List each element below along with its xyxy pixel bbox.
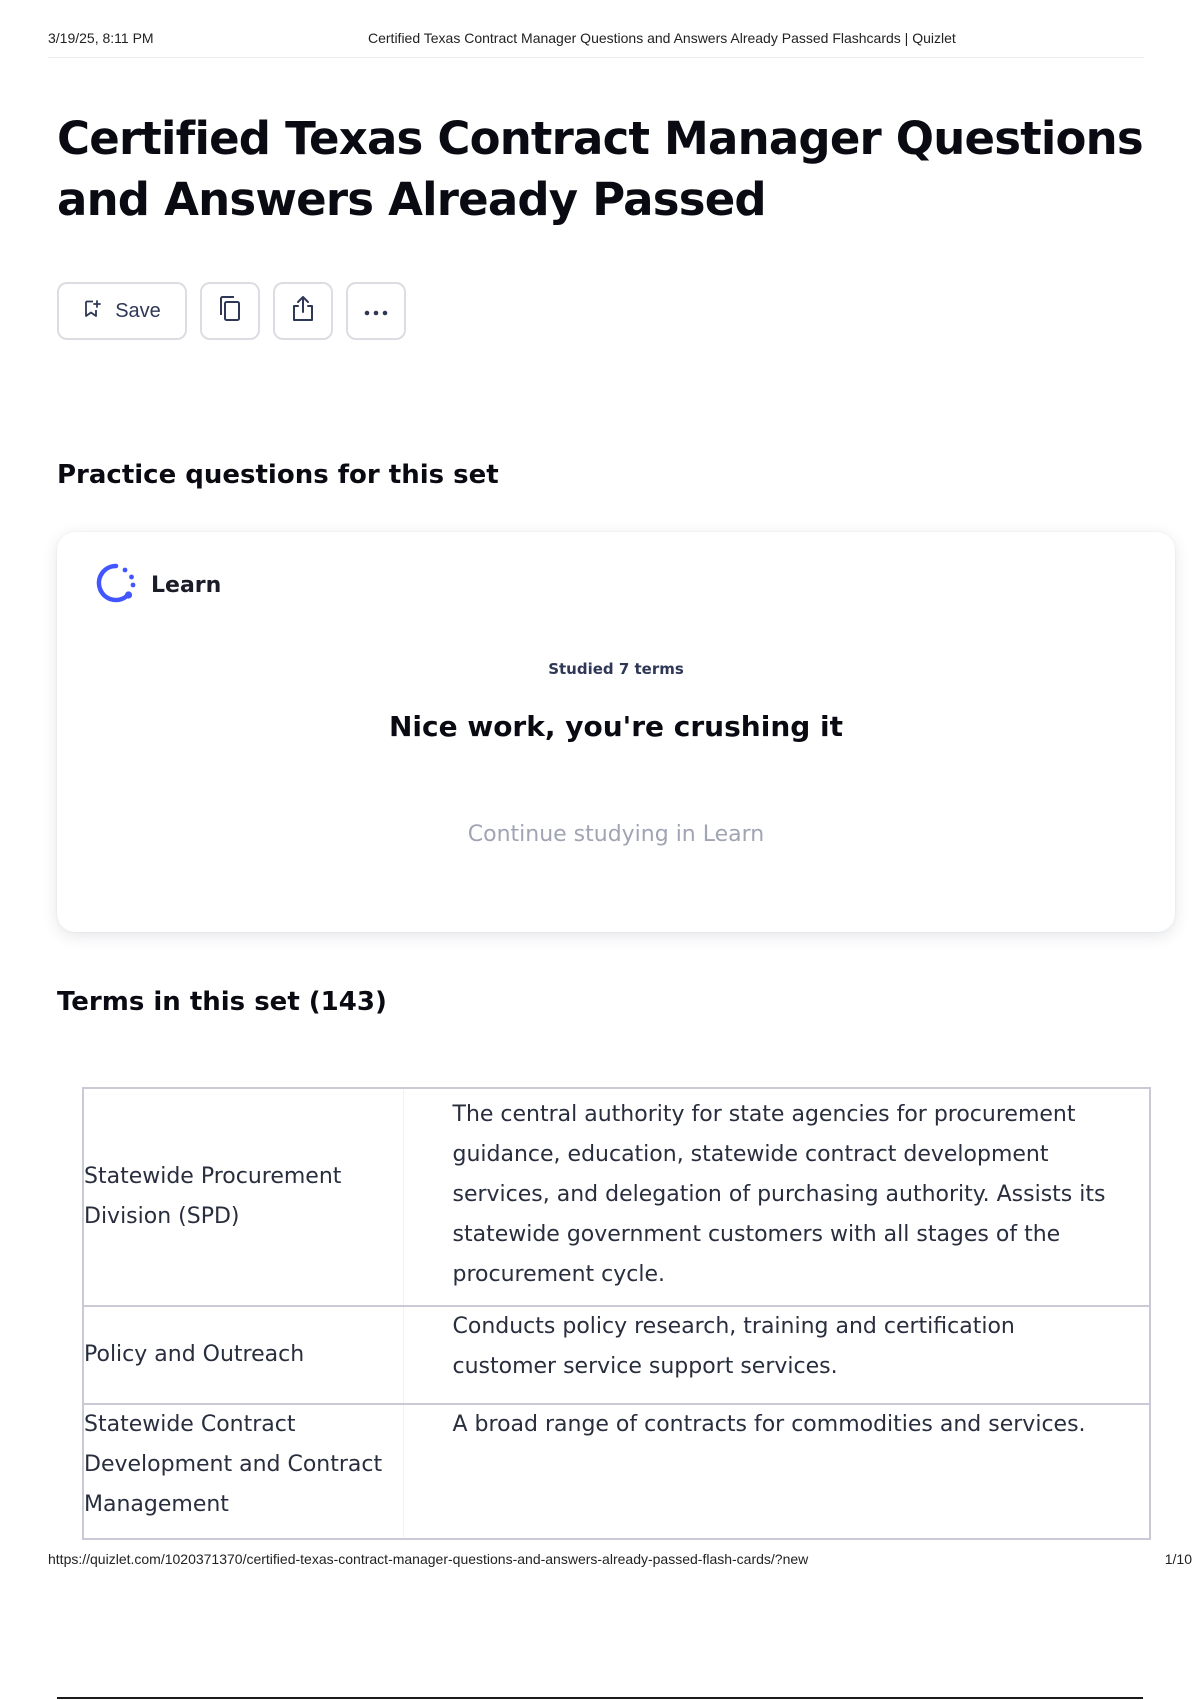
print-document-title: Certified Texas Contract Manager Questions and Answers Already Passed Flashcards | Quizlet (368, 30, 956, 46)
share-icon (290, 295, 316, 327)
print-datetime: 3/19/25, 8:11 PM (48, 30, 154, 46)
learn-progress-icon (95, 562, 137, 608)
more-options-button[interactable] (346, 282, 406, 340)
page-url: https://quizlet.com/1020371370/certified-texas-contract-manager-questions-and-answers-already-passed-flash-cards/?new (48, 1551, 809, 1567)
learn-card (57, 532, 1175, 932)
term-cell: Policy and Outreach (83, 1306, 403, 1404)
term-row (83, 1088, 1150, 1306)
term-row (83, 1306, 1150, 1404)
print-header (48, 30, 1152, 52)
header-divider (48, 57, 1144, 58)
term-row (83, 1404, 1150, 1539)
term-cell: Statewide Procurement Division (SPD) (83, 1088, 403, 1306)
continue-learn-link[interactable]: Continue studying in Learn (467, 822, 765, 847)
learn-label: Learn (151, 572, 222, 598)
bottom-divider (57, 1697, 1143, 1699)
page-number: 1/10 (1164, 1551, 1192, 1567)
more-horizontal-icon (362, 302, 390, 321)
practice-section-title: Practice questions for this set (57, 460, 499, 490)
page-title: Certified Texas Contract Manager Questions and Answers Already Passed (57, 112, 1143, 226)
bookmark-add-icon (83, 299, 103, 323)
definition-cell: Conducts policy research, training and certification customer service support services. (403, 1306, 1150, 1404)
term-cell: Statewide Contract Development and Contract Management (83, 1404, 403, 1539)
terms-section-title: Terms in this set (143) (57, 987, 387, 1017)
learn-header (95, 562, 221, 608)
definition-cell: The central authority for state agencies for procurement guidance, education, statewide contract development services, and delegation of purchasing authority. Assists its statewide government customers with all stages of the procurement cycle. (403, 1088, 1150, 1306)
save-button[interactable] (57, 282, 187, 340)
copy-icon (217, 295, 243, 327)
progress-message: Nice work, you're crushing it (388, 710, 844, 743)
save-button-label: Save (115, 299, 161, 322)
share-button[interactable] (273, 282, 333, 340)
studied-count: Studied 7 terms (548, 660, 684, 678)
terms-table (82, 1087, 1151, 1540)
definition-cell: A broad range of contracts for commodities and services. (403, 1404, 1150, 1539)
copy-button[interactable] (200, 282, 260, 340)
